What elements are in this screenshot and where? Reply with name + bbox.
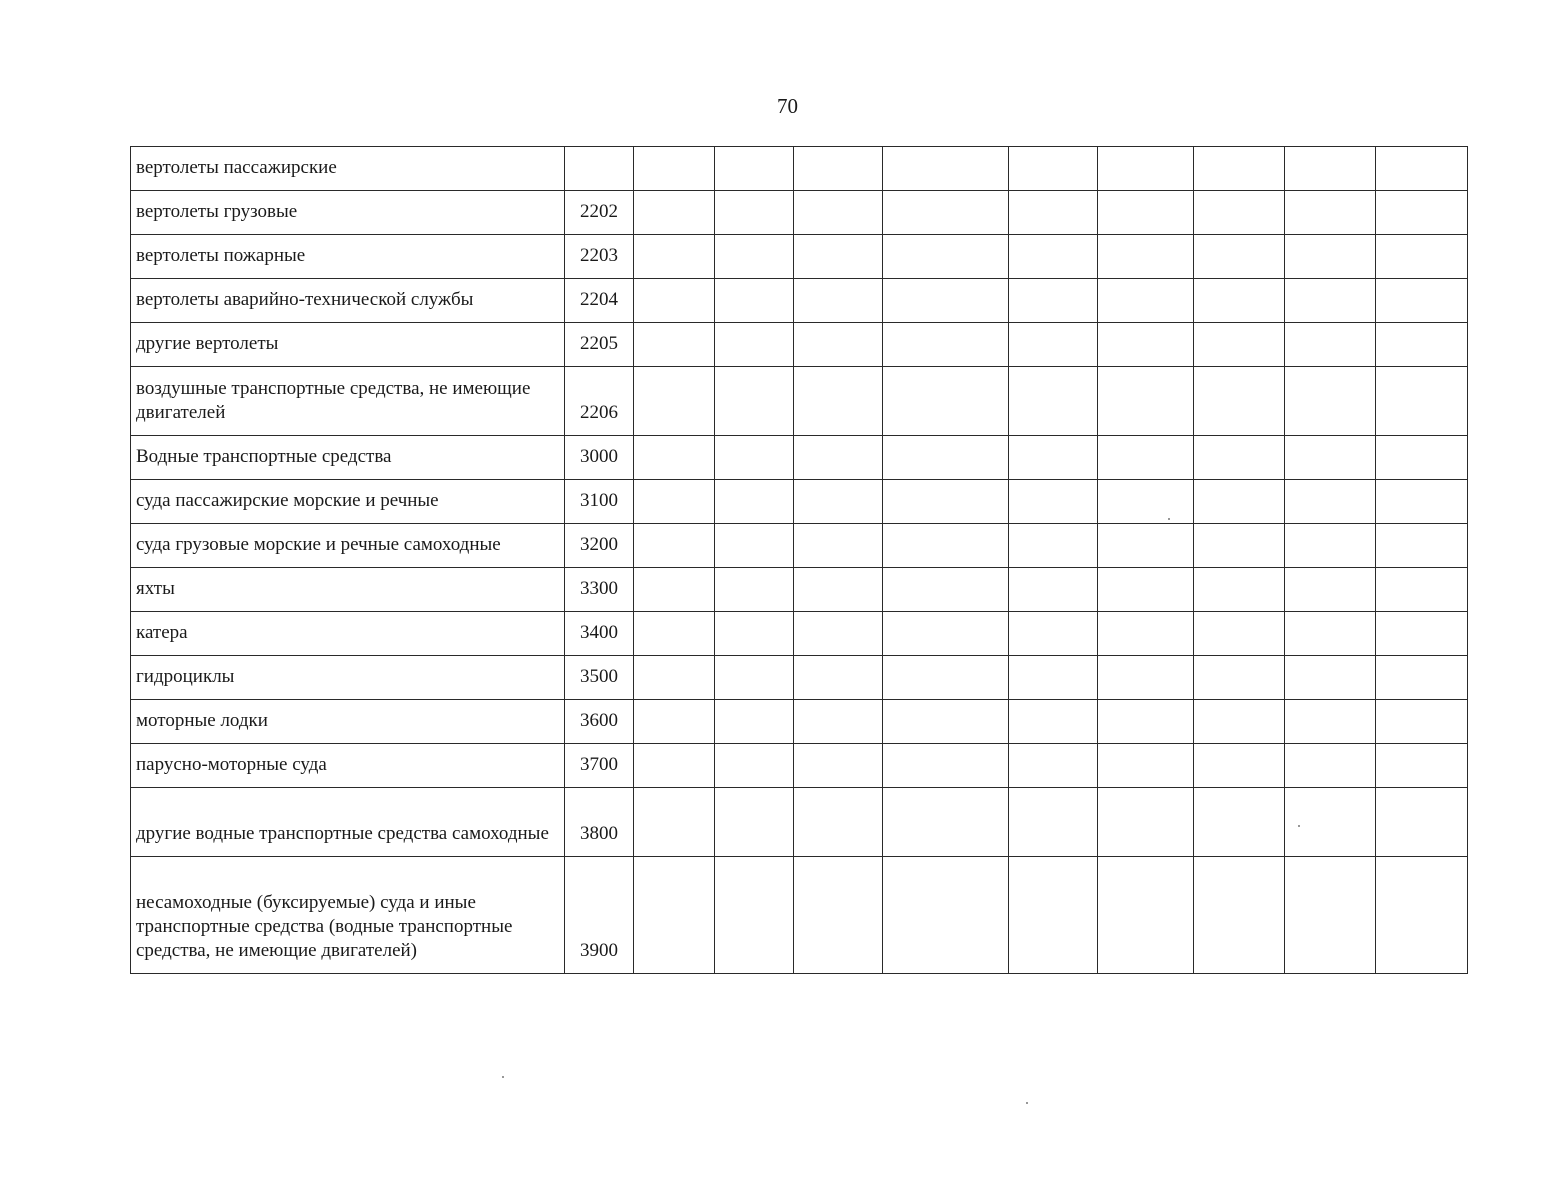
empty-cell (883, 279, 1009, 323)
table-row (131, 700, 1468, 744)
empty-cell (634, 480, 715, 524)
empty-cell (883, 524, 1009, 568)
empty-cell (883, 612, 1009, 656)
empty-cell (1285, 480, 1376, 524)
empty-cell (1285, 612, 1376, 656)
empty-cell (1194, 436, 1285, 480)
empty-cell (1376, 524, 1468, 568)
empty-cell (1376, 323, 1468, 367)
row-name: яхты (131, 568, 565, 612)
empty-cell (883, 323, 1009, 367)
empty-cell (1376, 568, 1468, 612)
empty-cell (634, 524, 715, 568)
empty-cell (1098, 367, 1194, 436)
empty-cell (1009, 612, 1098, 656)
empty-cell (1194, 857, 1285, 974)
row-name: Водные транспортные средства (131, 436, 565, 480)
empty-cell (1098, 235, 1194, 279)
empty-cell (1009, 367, 1098, 436)
empty-cell (1194, 367, 1285, 436)
empty-cell (1194, 279, 1285, 323)
page-number: 70 (777, 94, 798, 118)
table-row (131, 480, 1468, 524)
empty-cell (1285, 191, 1376, 235)
empty-cell (1009, 323, 1098, 367)
empty-cell (1009, 744, 1098, 788)
empty-cell (1009, 568, 1098, 612)
row-name: воздушные транспортные средства, не имеющие двигателей (131, 367, 565, 436)
empty-cell (634, 744, 715, 788)
empty-cell (1194, 612, 1285, 656)
empty-cell (1098, 656, 1194, 700)
empty-cell (883, 656, 1009, 700)
empty-cell (1376, 857, 1468, 974)
empty-cell (1194, 744, 1285, 788)
empty-cell (1285, 235, 1376, 279)
empty-cell (1285, 568, 1376, 612)
row-code: 3300 (565, 568, 634, 612)
empty-cell (1098, 480, 1194, 524)
empty-cell (715, 367, 794, 436)
row-code: 2203 (565, 235, 634, 279)
empty-cell (1098, 279, 1194, 323)
row-name: парусно-моторные суда (131, 744, 565, 788)
empty-cell (715, 323, 794, 367)
empty-cell (1285, 279, 1376, 323)
row-code: 3400 (565, 612, 634, 656)
table-row (131, 788, 1468, 857)
empty-cell (794, 524, 883, 568)
empty-cell (1376, 191, 1468, 235)
empty-cell (1009, 656, 1098, 700)
empty-cell (634, 147, 715, 191)
scan-speck (1298, 825, 1300, 827)
empty-cell (883, 191, 1009, 235)
table-row (131, 279, 1468, 323)
row-code: 2206 (565, 367, 634, 436)
empty-cell (634, 436, 715, 480)
empty-cell (1376, 279, 1468, 323)
table-row (131, 235, 1468, 279)
transport-table (130, 146, 1468, 974)
empty-cell (1376, 147, 1468, 191)
empty-cell (1098, 147, 1194, 191)
empty-cell (715, 656, 794, 700)
row-code (565, 147, 634, 191)
empty-cell (634, 235, 715, 279)
table-row (131, 612, 1468, 656)
row-code: 2202 (565, 191, 634, 235)
empty-cell (634, 367, 715, 436)
empty-cell (794, 367, 883, 436)
empty-cell (715, 279, 794, 323)
empty-cell (1194, 480, 1285, 524)
row-name: суда пассажирские морские и речные (131, 480, 565, 524)
empty-cell (1098, 524, 1194, 568)
scan-speck (1026, 1102, 1028, 1104)
table-row (131, 857, 1468, 974)
empty-cell (1009, 147, 1098, 191)
empty-cell (1098, 857, 1194, 974)
row-code: 2204 (565, 279, 634, 323)
row-name: вертолеты грузовые (131, 191, 565, 235)
empty-cell (794, 744, 883, 788)
empty-cell (1376, 656, 1468, 700)
empty-cell (1285, 857, 1376, 974)
empty-cell (1285, 323, 1376, 367)
empty-cell (1376, 235, 1468, 279)
empty-cell (883, 436, 1009, 480)
empty-cell (715, 568, 794, 612)
empty-cell (1376, 700, 1468, 744)
row-code: 3800 (565, 788, 634, 857)
row-code: 3600 (565, 700, 634, 744)
empty-cell (1009, 279, 1098, 323)
empty-cell (1376, 480, 1468, 524)
row-name: вертолеты аварийно-технической службы (131, 279, 565, 323)
empty-cell (634, 323, 715, 367)
empty-cell (715, 700, 794, 744)
row-name: несамоходные (буксируемые) суда и иные транспортные средства (водные транспортные средства, не имеющие двигателей) (131, 857, 565, 974)
scan-speck (1168, 518, 1170, 520)
table-row (131, 436, 1468, 480)
scan-speck (502, 1076, 504, 1078)
empty-cell (1009, 480, 1098, 524)
empty-cell (883, 788, 1009, 857)
empty-cell (1376, 744, 1468, 788)
empty-cell (1098, 700, 1194, 744)
empty-cell (1285, 656, 1376, 700)
empty-cell (1285, 788, 1376, 857)
empty-cell (1194, 568, 1285, 612)
empty-cell (1009, 700, 1098, 744)
row-code: 3000 (565, 436, 634, 480)
empty-cell (794, 279, 883, 323)
empty-cell (634, 656, 715, 700)
empty-cell (715, 480, 794, 524)
empty-cell (794, 147, 883, 191)
empty-cell (1285, 524, 1376, 568)
empty-cell (883, 480, 1009, 524)
empty-cell (715, 612, 794, 656)
empty-cell (1285, 367, 1376, 436)
table-row (131, 367, 1468, 436)
empty-cell (1194, 323, 1285, 367)
empty-cell (1285, 700, 1376, 744)
empty-cell (1194, 191, 1285, 235)
empty-cell (1009, 436, 1098, 480)
empty-cell (1285, 147, 1376, 191)
empty-cell (634, 612, 715, 656)
table-row (131, 656, 1468, 700)
table-row (131, 744, 1468, 788)
empty-cell (883, 700, 1009, 744)
empty-cell (1194, 147, 1285, 191)
table-row (131, 568, 1468, 612)
empty-cell (1009, 524, 1098, 568)
empty-cell (794, 700, 883, 744)
empty-cell (1009, 857, 1098, 974)
empty-cell (883, 857, 1009, 974)
empty-cell (883, 235, 1009, 279)
row-code: 3700 (565, 744, 634, 788)
empty-cell (1098, 323, 1194, 367)
empty-cell (883, 367, 1009, 436)
empty-cell (715, 436, 794, 480)
empty-cell (715, 788, 794, 857)
empty-cell (1194, 656, 1285, 700)
row-name: суда грузовые морские и речные самоходные (131, 524, 565, 568)
table-row (131, 323, 1468, 367)
row-name: другие вертолеты (131, 323, 565, 367)
empty-cell (634, 279, 715, 323)
table-row (131, 147, 1468, 191)
empty-cell (1376, 367, 1468, 436)
empty-cell (634, 568, 715, 612)
empty-cell (1285, 744, 1376, 788)
empty-cell (1009, 235, 1098, 279)
row-name: гидроциклы (131, 656, 565, 700)
empty-cell (794, 480, 883, 524)
table-row (131, 524, 1468, 568)
empty-cell (634, 857, 715, 974)
table-row (131, 191, 1468, 235)
empty-cell (794, 568, 883, 612)
empty-cell (1194, 524, 1285, 568)
empty-cell (794, 857, 883, 974)
empty-cell (1009, 191, 1098, 235)
empty-cell (1194, 235, 1285, 279)
empty-cell (715, 857, 794, 974)
empty-cell (1098, 191, 1194, 235)
row-name: другие водные транспортные средства самоходные (131, 788, 565, 857)
empty-cell (1098, 612, 1194, 656)
empty-cell (794, 656, 883, 700)
row-code: 3900 (565, 857, 634, 974)
row-name: моторные лодки (131, 700, 565, 744)
empty-cell (794, 788, 883, 857)
row-name: вертолеты пожарные (131, 235, 565, 279)
row-name: вертолеты пассажирские (131, 147, 565, 191)
empty-cell (794, 235, 883, 279)
empty-cell (1009, 788, 1098, 857)
empty-cell (715, 235, 794, 279)
empty-cell (1376, 612, 1468, 656)
empty-cell (1098, 788, 1194, 857)
empty-cell (715, 744, 794, 788)
row-code: 3200 (565, 524, 634, 568)
empty-cell (883, 147, 1009, 191)
empty-cell (794, 612, 883, 656)
empty-cell (1285, 436, 1376, 480)
empty-cell (883, 744, 1009, 788)
empty-cell (634, 700, 715, 744)
empty-cell (1098, 744, 1194, 788)
row-code: 2205 (565, 323, 634, 367)
empty-cell (1376, 436, 1468, 480)
empty-cell (1098, 568, 1194, 612)
empty-cell (794, 323, 883, 367)
empty-cell (1376, 788, 1468, 857)
empty-cell (794, 191, 883, 235)
empty-cell (1194, 700, 1285, 744)
empty-cell (634, 788, 715, 857)
empty-cell (715, 147, 794, 191)
row-code: 3500 (565, 656, 634, 700)
row-code: 3100 (565, 480, 634, 524)
empty-cell (794, 436, 883, 480)
empty-cell (883, 568, 1009, 612)
empty-cell (1098, 436, 1194, 480)
empty-cell (715, 524, 794, 568)
row-name: катера (131, 612, 565, 656)
empty-cell (1194, 788, 1285, 857)
empty-cell (715, 191, 794, 235)
empty-cell (634, 191, 715, 235)
